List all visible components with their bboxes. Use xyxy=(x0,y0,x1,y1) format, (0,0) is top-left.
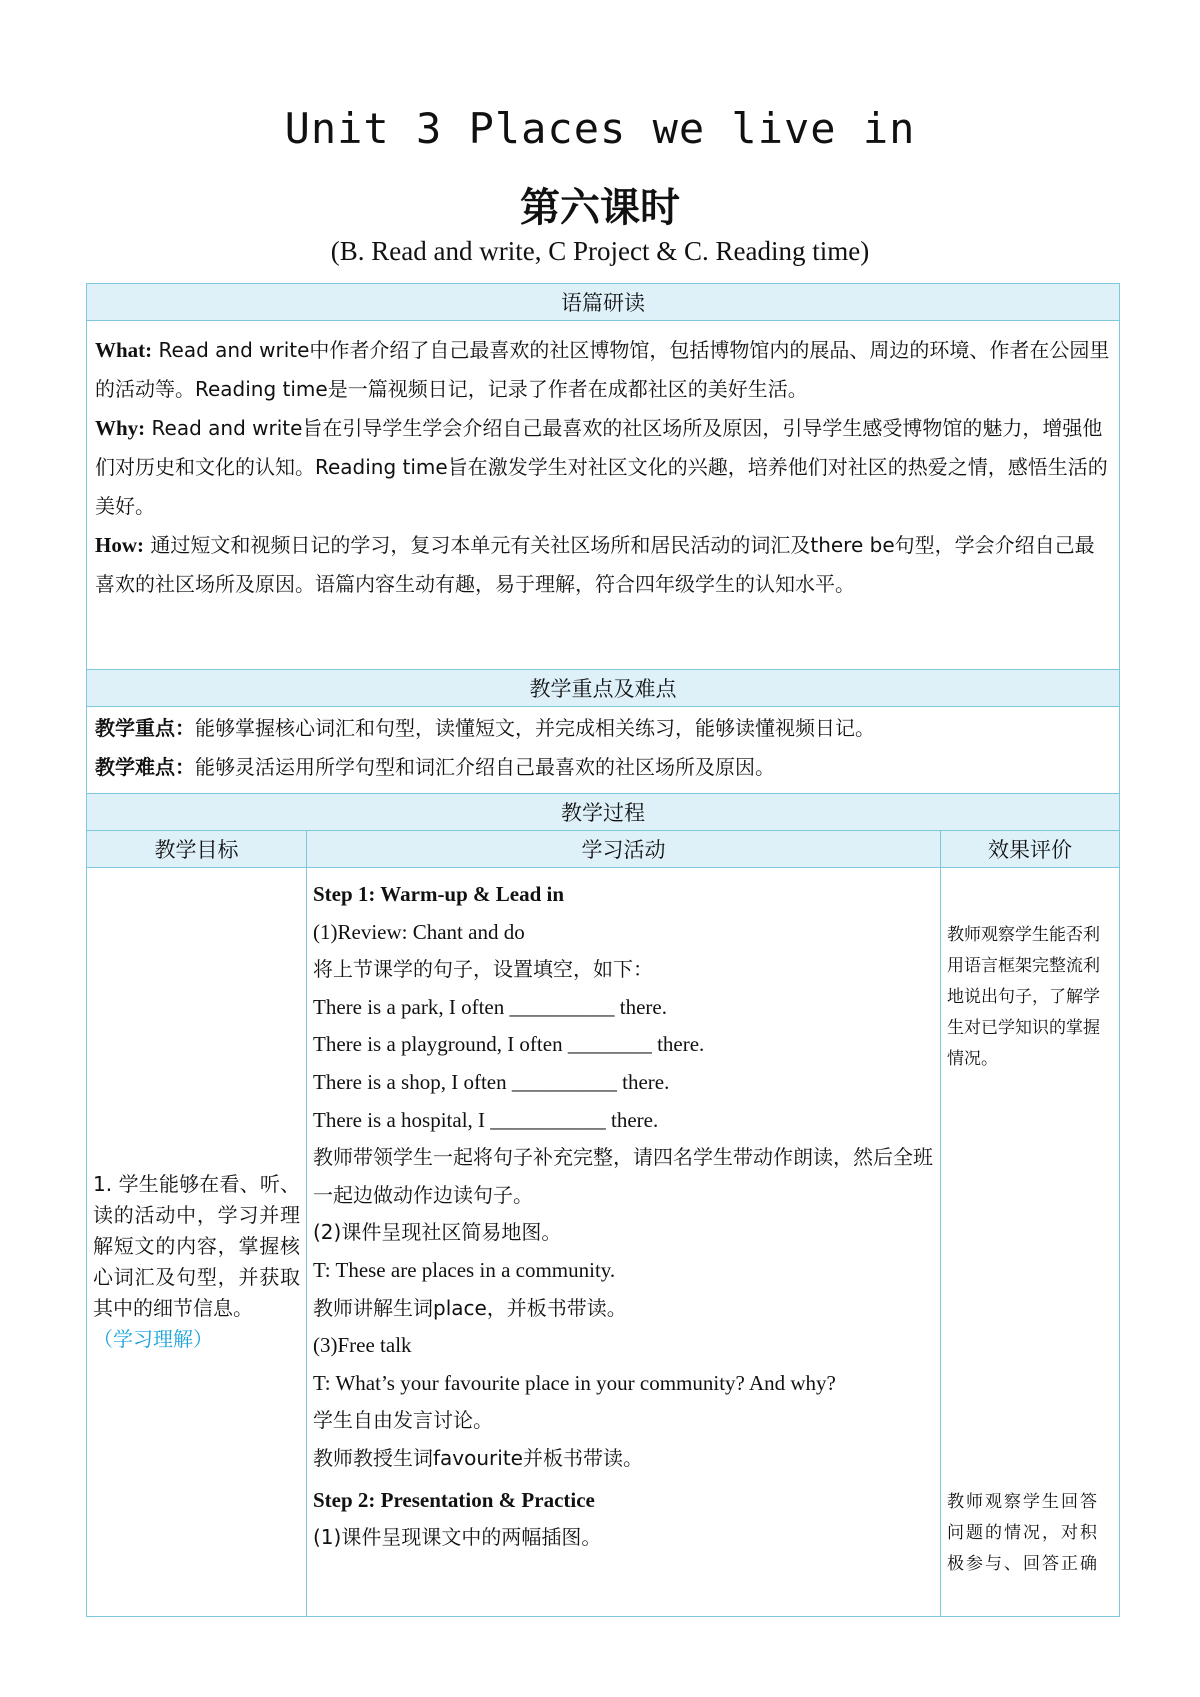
step2-title: Step 2: Presentation & Practice xyxy=(313,1487,595,1512)
column-header-activity: 学习活动 xyxy=(307,831,941,868)
difficult-point-label: 教学难点： xyxy=(95,755,195,779)
key-point-line xyxy=(95,709,1111,748)
step1-line: 将上节课学的句子，设置填空，如下： xyxy=(313,957,653,982)
lesson-plan-table xyxy=(86,283,1120,1617)
step1-line: (2)课件呈现社区简易地图。 xyxy=(313,1220,562,1245)
why-text: Read and write旨在引导学生学会介绍自己最喜欢的社区场所及原因，引导学生感受博物馆的魅力，增强他们对历史和文化的认知。Reading time旨在激发学生对社区文化的兴趣，培养他们对社区的热爱之情，感悟生活的美好。 xyxy=(95,416,1108,518)
why-paragraph xyxy=(95,409,1111,526)
column-header-eval: 效果评价 xyxy=(941,831,1120,868)
step1-title: Step 1: Warm-up & Lead in xyxy=(313,882,565,906)
step1-line: 教师讲解生词place，并板书带读。 xyxy=(313,1295,627,1320)
step1-line: (1)Review: Chant and do xyxy=(313,919,525,944)
activity-cell xyxy=(307,868,941,1617)
goal-tag: （学习理解） xyxy=(93,1327,213,1351)
step2-line: (1)课件呈现课文中的两幅插图。 xyxy=(313,1525,602,1550)
title-subtitle: (B. Read and write, C Project & C. Reading time) xyxy=(330,236,870,266)
key-points-header: 教学重点及难点 xyxy=(87,670,1120,707)
why-label: Why: xyxy=(95,416,146,440)
column-header-goal: 教学目标 xyxy=(87,831,307,868)
goal-text: 1. 学生能够在看、听、读的活动中，学习并理解短文的内容，掌握核心词汇及句型，并获取其中的细节信息。 xyxy=(93,1172,300,1320)
key-points-body xyxy=(87,707,1120,794)
step1-line: There is a hospital, I ___________ there. xyxy=(313,1107,659,1132)
step1-line: There is a playground, I often ________ there. xyxy=(313,1032,705,1057)
goal-cell xyxy=(87,868,307,1617)
title-english: Unit 3 Places we live in xyxy=(284,104,916,153)
key-point-label: 教学重点： xyxy=(95,716,195,740)
eval-text-1: 教师观察学生能否利用语言框架完整流利地说出句子，了解学生对已学知识的掌握情况。 xyxy=(947,925,1100,1069)
key-point-text: 能够掌握核心词汇和句型，读懂短文，并完成相关练习，能够读懂视频日记。 xyxy=(195,716,875,740)
text-study-body xyxy=(87,321,1120,670)
step1-line: T: These are places in a community. xyxy=(313,1257,616,1282)
title-chinese: 第六课时 xyxy=(520,185,680,231)
how-label: How: xyxy=(95,533,144,557)
step1-line: There is a shop, I often __________ there. xyxy=(313,1069,670,1094)
process-header: 教学过程 xyxy=(87,794,1120,831)
eval-text-2: 教师观察学生回答问题的情况，对积极参与、回答正确 xyxy=(947,1492,1099,1574)
difficult-point-text: 能够灵活运用所学句型和词汇介绍自己最喜欢的社区场所及原因。 xyxy=(195,755,775,779)
how-text: 通过短文和视频日记的学习，复习本单元有关社区场所和居民活动的词汇及there be句型，学会介绍自己最喜欢的社区场所及原因。语篇内容生动有趣，易于理解，符合四年级学生的认知水平。 xyxy=(95,533,1095,596)
what-text: Read and write中作者介绍了自己最喜欢的社区博物馆，包括博物馆内的展品、周边的环境、作者在公园里的活动等。Reading time是一篇视频日记，记录了作者在成都社区的美好生活。 xyxy=(95,338,1110,401)
difficult-point-line xyxy=(95,748,1111,787)
what-paragraph xyxy=(95,331,1111,409)
step1-line: There is a park, I often __________ there. xyxy=(313,994,667,1019)
step1-line: 教师教授生词favourite并板书带读。 xyxy=(313,1445,643,1470)
text-study-header: 语篇研读 xyxy=(87,284,1120,321)
step1-line: (3)Free talk xyxy=(313,1333,412,1358)
how-paragraph xyxy=(95,526,1111,604)
what-label: What: xyxy=(95,338,153,362)
step1-line: T: What’s your favourite place in your community? And why? xyxy=(313,1370,836,1395)
step1-line: 学生自由发言讨论。 xyxy=(313,1408,493,1433)
eval-cell xyxy=(941,868,1120,1617)
step1-line: 教师带领学生一起将句子补充完整，请四名学生带动作朗读，然后全班一起边做动作边读句子。 xyxy=(313,1145,933,1207)
